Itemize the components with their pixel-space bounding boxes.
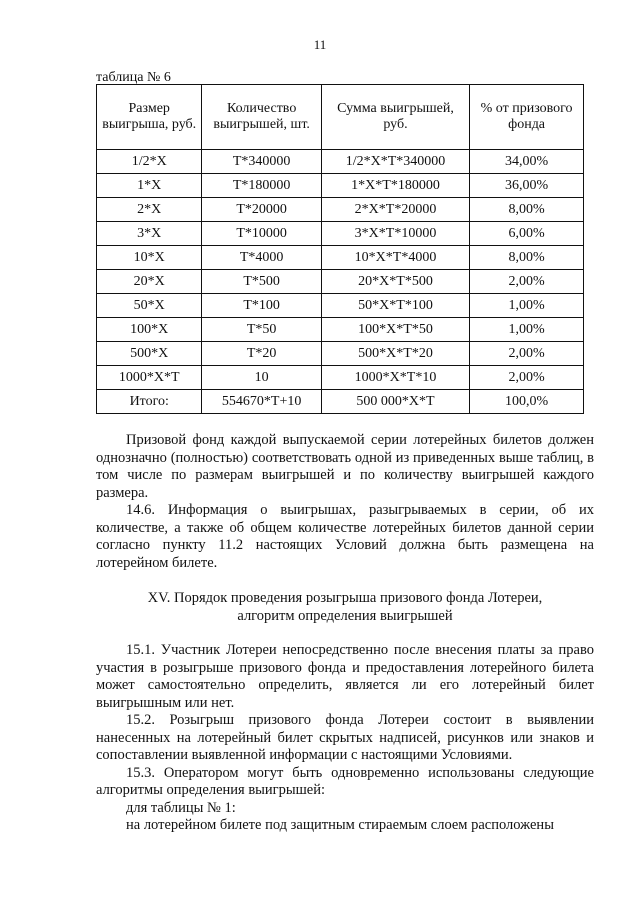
cell-percent: 6,00% (470, 222, 584, 246)
cell-percent: 1,00% (470, 318, 584, 342)
paragraph-15-3: 15.3. Оператором могут быть одновременно использованы следующие алгоритмы определения выигрышей: (96, 764, 594, 798)
cell-count: Т*100 (202, 294, 321, 318)
cell-count: Т*10000 (202, 222, 321, 246)
cell-percent: 1,00% (470, 294, 584, 318)
cell-size: 1*Х (97, 174, 202, 198)
cell-sum: 10*Х*Т*4000 (321, 246, 469, 270)
table-row (97, 246, 584, 270)
cell-count: Т*20000 (202, 198, 321, 222)
table-row (97, 318, 584, 342)
header-prize-size: Размер выигрыша, руб. (97, 85, 202, 150)
table-row (97, 150, 584, 174)
cell-size: 100*Х (97, 318, 202, 342)
section-title-line1: XV. Порядок проведения розыгрыша призового фонда Лотереи, (147, 590, 543, 606)
text-block-upper (96, 432, 594, 572)
table-row (97, 174, 584, 198)
cell-total-count: 554670*Т+10 (202, 390, 321, 414)
cell-sum: 500*Х*Т*20 (321, 342, 469, 366)
cell-percent: 8,00% (470, 246, 584, 270)
cell-sum: 50*Х*Т*100 (321, 294, 469, 318)
cell-sum: 2*Х*Т*20000 (321, 198, 469, 222)
cell-size: 10*Х (97, 246, 202, 270)
header-prize-count: Количество выигрышей, шт. (202, 85, 321, 150)
cell-total-percent: 100,0% (470, 390, 584, 414)
cell-count: 10 (202, 366, 321, 390)
cell-count: Т*4000 (202, 246, 321, 270)
table-header-row (97, 85, 584, 150)
paragraph-15-2: 15.2. Розыгрыш призового фонда Лотереи состоит в выявлении нанесенных на лотерейный билет скрытых надписей, рисунков или знаков и сопоставлении выявленной информации с настоящими Условиями. (96, 712, 594, 763)
paragraph-last: на лотерейном билете под защитным стираемым слоем расположены (126, 817, 554, 833)
table-row (97, 294, 584, 318)
cell-size: 3*Х (97, 222, 202, 246)
table-row (97, 366, 584, 390)
cell-percent: 2,00% (470, 366, 584, 390)
table-caption: таблица № 6 (96, 70, 171, 85)
cell-sum: 1/2*Х*Т*340000 (321, 150, 469, 174)
cell-sum: 100*Х*Т*50 (321, 318, 469, 342)
paragraph-prize-fund: Призовой фонд каждой выпускаемой серии лотерейных билетов должен однозначно (полностью) соответствовать одной из приведенных выше таблиц, в том числе по размерам выигрышей и по количеству выигрышей каждого размера. (96, 432, 594, 501)
table-row (97, 270, 584, 294)
cell-total-sum: 500 000*Х*Т (321, 390, 469, 414)
section-title-line2: алгоритм определения выигрышей (237, 607, 453, 624)
cell-size: 2*Х (97, 198, 202, 222)
cell-total-label: Итого: (97, 390, 202, 414)
table-total-row (97, 390, 584, 414)
section-title (96, 590, 594, 625)
cell-percent: 36,00% (470, 174, 584, 198)
cell-count: Т*20 (202, 342, 321, 366)
prize-table (96, 84, 584, 414)
text-block-lower (96, 642, 594, 835)
cell-count: Т*50 (202, 318, 321, 342)
cell-percent: 2,00% (470, 342, 584, 366)
cell-count: Т*340000 (202, 150, 321, 174)
table-row (97, 342, 584, 366)
table-row (97, 222, 584, 246)
paragraph-table-1: для таблицы № 1: (126, 799, 236, 816)
cell-size: 500*Х (97, 342, 202, 366)
cell-sum: 1000*Х*Т*10 (321, 366, 469, 390)
cell-percent: 8,00% (470, 198, 584, 222)
cell-sum: 3*Х*Т*10000 (321, 222, 469, 246)
cell-count: Т*500 (202, 270, 321, 294)
cell-sum: 1*Х*Т*180000 (321, 174, 469, 198)
header-prize-percent: % от призового фонда (470, 85, 584, 150)
cell-sum: 20*Х*Т*500 (321, 270, 469, 294)
cell-size: 1/2*Х (97, 150, 202, 174)
paragraph-14-6: 14.6. Информация о выигрышах, разыгрываемых в серии, об их количестве, а также об общем количестве лотерейных билетов данной серии согласно пункту 11.2 настоящих Условий должна быть размещена на лотерейном билете. (96, 502, 594, 571)
cell-count: Т*180000 (202, 174, 321, 198)
cell-size: 20*Х (97, 270, 202, 294)
paragraph-15-1: 15.1. Участник Лотереи непосредственно после внесения платы за право участия в розыгрыше призового фонда и предоставления лотерейного билета может самостоятельно определить, является ли его лотерейный билет выигрышным или нет. (96, 642, 594, 711)
cell-percent: 2,00% (470, 270, 584, 294)
cell-size: 1000*Х*Т (97, 366, 202, 390)
cell-percent: 34,00% (470, 150, 584, 174)
header-prize-sum: Сумма выигрышей, руб. (321, 85, 469, 150)
cell-size: 50*Х (97, 294, 202, 318)
table-row (97, 198, 584, 222)
page-number: 11 (313, 37, 327, 52)
